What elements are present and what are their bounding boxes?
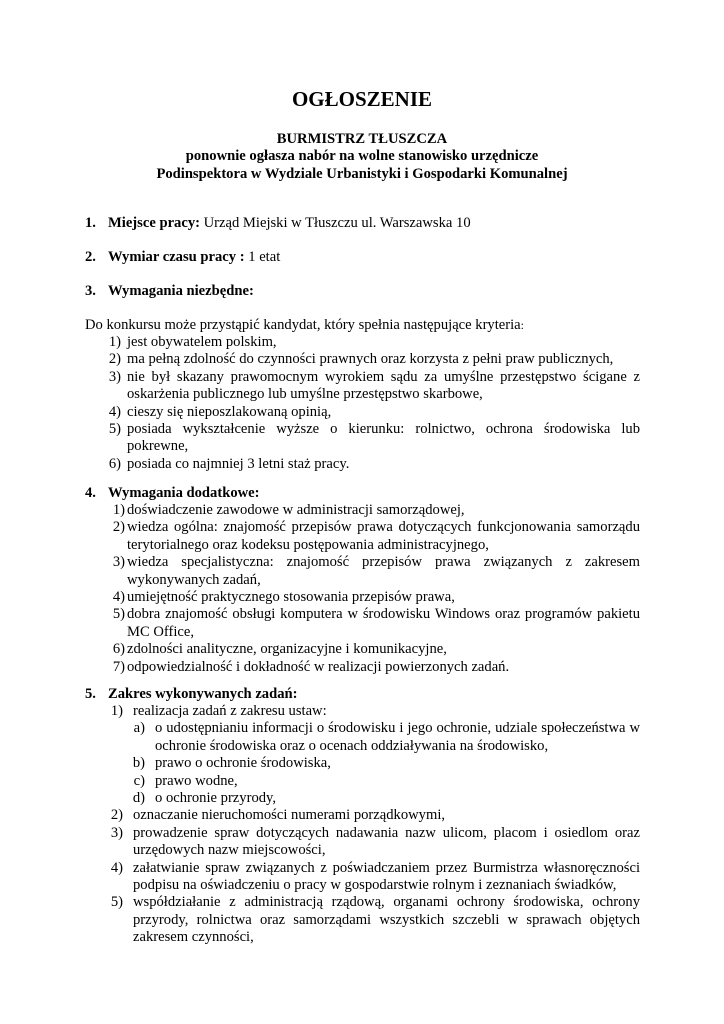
list-item-text: prawo wodne, <box>155 772 238 789</box>
section-4-label: Wymagania dodatkowe: <box>108 485 260 501</box>
tasks-list <box>85 703 640 947</box>
intro-paragraph <box>85 317 645 334</box>
list-marker: 1) <box>108 334 121 350</box>
list-marker: b) <box>132 755 145 772</box>
sublist-item <box>85 790 640 807</box>
section-2-label: Wymiar czasu pracy : <box>108 249 245 265</box>
list-marker: d) <box>132 790 145 807</box>
section-5-number: 5. <box>85 686 96 702</box>
list-item <box>85 807 640 824</box>
list-item <box>85 519 640 554</box>
section-5-label: Zakres wykonywanych zadań: <box>108 686 298 702</box>
section-2-value: 1 etat <box>244 249 281 265</box>
list-item <box>85 404 640 421</box>
sublist-item <box>85 755 640 772</box>
section-2-number: 2. <box>85 249 96 265</box>
list-marker: 4) <box>110 859 123 876</box>
list-item-text: prawo o ochronie środowiska, <box>155 755 331 772</box>
list-item-text: wiedza ogólna: znajomość przepisów prawa dotyczących funkcjonowania samorządu terytorialnego oraz kodeksu postępowania administracyjnego, <box>127 519 640 553</box>
list-marker: 4) <box>108 403 121 420</box>
list-marker: 3) <box>112 554 125 571</box>
list-item <box>85 421 640 456</box>
header-line-3: Podinspektora w Wydziale Urbanistyki i Gospodarki Komunalnej <box>156 165 568 182</box>
list-item <box>85 641 640 658</box>
list-marker: 2) <box>112 519 125 536</box>
section-1-value: Urząd Miejski w Tłuszczu ul. Warszawska 10 <box>199 215 471 231</box>
section-2-heading <box>108 249 280 266</box>
list-item-text: jest obywatelem polskim, <box>127 334 277 350</box>
list-item-text: prowadzenie spraw dotyczących nadawania nazw ulicom, placom i osiedlom oraz urzędowych nazw miejscowości, <box>133 824 640 859</box>
section-1-label: Miejsce pracy: <box>108 215 200 231</box>
list-item-text: współdziałanie z administracją rządową, organami ochrony środowiska, ochrony przyrody, rolnictwa oraz samorządami wszystkich szczebli w sprawach objętych zakresem czynności, <box>133 894 640 946</box>
list-item <box>85 825 640 860</box>
list-marker: a) <box>133 720 145 737</box>
list-item-text: cieszy się nieposzlakowaną opinią, <box>127 403 332 420</box>
intro-text: Do konkursu może przystąpić kandydat, który spełnia następujące kryteria <box>85 317 521 333</box>
list-marker: 3) <box>110 824 123 841</box>
list-item <box>85 554 640 589</box>
list-item-text: nie był skazany prawomocnym wyrokiem sądu za umyślne przestępstwo ścigane z oskarżenia publicznego lub umyślne przestępstwo skarbowe, <box>127 368 640 403</box>
list-item-text: oznaczanie nieruchomości numerami porządkowymi, <box>133 807 446 824</box>
header-line-1: BURMISTRZ TŁUSZCZA <box>276 131 448 147</box>
list-marker: 5) <box>112 606 125 623</box>
list-marker: 4) <box>112 589 125 606</box>
list-item-text: o udostępnianiu informacji o środowisku i jego ochronie, udziale społeczeństwa w ochronie środowiska oraz o ocenach oddziaływania na środowisko, <box>155 720 640 754</box>
list-marker: 5) <box>110 894 123 911</box>
list-item <box>85 606 640 641</box>
list-marker: 3) <box>108 368 121 385</box>
list-item <box>85 369 640 404</box>
section-4-number: 4. <box>85 485 96 501</box>
section-1-number: 1. <box>85 215 96 231</box>
header-line-2: ponownie ogłasza nabór na wolne stanowisko urzędnicze <box>185 148 539 165</box>
list-marker: 5) <box>108 421 121 438</box>
list-item <box>85 894 640 946</box>
list-item-text: doświadczenie zawodowe w administracji samorządowej, <box>127 502 465 518</box>
list-item <box>85 334 640 351</box>
list-item-text: posiada wykształcenie wyższe o kierunku: rolnictwo, ochrona środowiska lub pokrewne, <box>127 421 640 455</box>
list-marker: 6) <box>108 455 121 472</box>
list-marker: 2) <box>108 351 121 368</box>
section-3-label: Wymagania niezbędne: <box>108 283 254 299</box>
list-item-text: ma pełną zdolność do czynności prawnych oraz korzysta z pełni praw publicznych, <box>127 351 614 368</box>
list-item-text: zdolności analityczne, organizacyjne i komunikacyjne, <box>127 641 447 658</box>
section-3-number: 3. <box>85 283 96 299</box>
document-title: OGŁOSZENIE <box>291 87 433 111</box>
list-item <box>85 659 640 676</box>
list-marker: 1) <box>112 502 125 518</box>
required-list <box>85 334 640 473</box>
list-item-text: umiejętność praktycznego stosowania przepisów prawa, <box>127 589 455 606</box>
list-item-text: o ochronie przyrody, <box>155 790 277 807</box>
list-item <box>85 502 640 519</box>
tasks-sublist <box>85 720 640 807</box>
list-marker: 6) <box>112 641 125 658</box>
list-marker: c) <box>133 772 145 789</box>
list-item-text: wiedza specjalistyczna: znajomość przepisów prawa związanych z zakresem wykonywanych zadań, <box>127 554 640 588</box>
sublist-item <box>85 720 640 755</box>
additional-list <box>85 502 640 676</box>
list-item <box>85 456 640 473</box>
section-1-heading <box>108 215 471 232</box>
list-marker: 1) <box>110 703 123 719</box>
list-item <box>85 703 640 720</box>
sublist-item <box>85 773 640 790</box>
list-item <box>85 351 640 368</box>
list-item <box>85 589 640 606</box>
list-item-text: załatwianie spraw związanych z poświadczaniem przez Burmistrza własnoręczności podpisu na oświadczeniu o pracy w gospodarstwie rolnym i zeznaniach świadków, <box>133 859 640 894</box>
list-marker: 7) <box>112 658 125 675</box>
list-item-text: realizacja zadań z zakresu ustaw: <box>133 703 327 719</box>
list-item-text: odpowiedzialność i dokładność w realizacji powierzonych zadań. <box>127 658 510 675</box>
list-marker: 2) <box>110 807 123 824</box>
document-header <box>0 131 724 183</box>
list-item-text: dobra znajomość obsługi komputera w środowisku Windows oraz programów pakietu MC Office, <box>127 606 640 640</box>
list-item <box>85 860 640 895</box>
intro-colon: : <box>520 318 524 332</box>
list-item-text: posiada co najmniej 3 letni staż pracy. <box>127 455 350 472</box>
